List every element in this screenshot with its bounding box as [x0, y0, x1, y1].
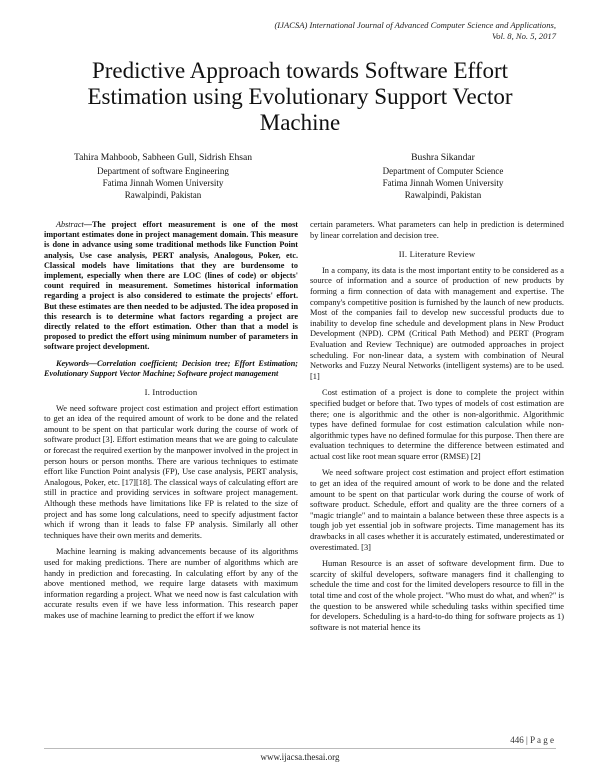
title-line-3: Machine — [259, 110, 341, 135]
author-university: Fatima Jinnah Women University — [382, 178, 504, 188]
footer-divider — [44, 748, 556, 749]
author-city: Rawalpindi, Pakistan — [124, 190, 202, 200]
author-university: Fatima Jinnah Women University — [102, 178, 224, 188]
author-names: Tahira Mahboob, Sabheen Gull, Sidrish Ehsan — [73, 152, 253, 163]
page-number: 446 | P a g e — [510, 735, 554, 745]
paper-title — [40, 58, 560, 136]
section-heading-introduction: I. Introduction — [144, 387, 198, 398]
author-names: Bushra Sikandar — [411, 152, 475, 163]
journal-name: (IJACSA) International Journal of Advanced Computer Science and Applications, — [274, 20, 556, 30]
journal-header — [196, 20, 556, 41]
abstract-lead: Abstract — [56, 220, 84, 229]
left-column — [44, 220, 298, 628]
title-line-1: Predictive Approach towards Software Effort — [91, 58, 508, 83]
right-column — [310, 220, 564, 639]
author-department: Department of Computer Science — [382, 166, 504, 176]
lit-paragraph-4: Human Resource is an asset of software development firm. Due to scarcity of skilful developers, software managers find it challenging to schedule the time and cost for the limited developers resource to fill in the total time and cost of the whole project. "Who must do what, and when?" is the question to be answered while scheduling tasks within specified time for developers. Scheduling is a hard-to-do thing for software projects as 1) software is not material hence its — [310, 559, 564, 632]
lit-paragraph-3: We need software project cost estimation and project effort estimation to get an idea of the required amount of work to be done and the related amount to be spent on that particular work during the course of work of software product. Schedule, effort and quality are the three corners of a "magic triangle" and to maintain a balance between these three aspects is a tough job yet essential job in software projects. Time management has its drawbacks in all cases whether it is accurately estimated, underestimated or overestimated. [3] — [310, 468, 564, 552]
abstract-text: —The project effort measurement is one of the most important estimates done in project management domain. This measure is done in advance using some traditional methods like Function Point analysis, Use case analysis, PERT analysis, Analogous, Poker, etc. Classical models have limitations that they are burdensome to implement, especially when there are LOC (lines of code) or objects' count required in measurement. Sometimes historical information regarding a project is also considered to estimate the projects' effort. But these estimates are then needed to be adjusted. The idea proposed in this research is to determine what factors regarding a project are directly related to the effort estimation. Other than that a model is proposed to predict the effort using minimum number of parameters in software project development. — [44, 220, 298, 352]
intro-paragraph-2: Machine learning is making advancements because of its algorithms used for making predictions. There are number of algorithms which are handy in prediction and forecasting. In calculating effort by any of the above mentioned method, we require large datasets with maximum information regarding a project. What we need now is fast calculation with accurate results even if we have less information. This research paper makes use of machine learning to predict the effort if we know — [44, 547, 298, 620]
abstract — [44, 220, 298, 353]
author-block-1 — [58, 152, 268, 201]
author-department: Department of software Engineering — [97, 166, 229, 176]
section-heading-literature-review: II. Literature Review — [398, 249, 476, 260]
author-city: Rawalpindi, Pakistan — [404, 190, 482, 200]
journal-volume: Vol. 8, No. 5, 2017 — [492, 30, 556, 41]
title-line-2: Estimation using Evolutionary Support Vector — [87, 84, 513, 109]
lit-paragraph-1: In a company, its data is the most important entity to be considered as a source of information and a source of production of new products by forming a firm connection of data with management and expertise. The company's competitive position is furnished by the launch of new products. Most of the companies fail to develop new successful products due to inability to develop fine schedule and development plans in New Product Development (NPD). CPM (Critical Path Method) and PERT (Program Evaluation and Review Technique) are outmoded approaches in project scheduling. For non-linear data, a system with combination of Neural Networks and Fuzzy Neural Networks (intelligent systems) are to be used. [1] — [310, 265, 564, 381]
keywords: Keywords—Correlation coefficient; Decision tree; Effort Estimation; Evolutionary Support Vector Machine; Software project management — [44, 358, 298, 378]
lit-paragraph-2: Cost estimation of a project is done to complete the project within specified budget or before that. Two types of models of cost estimation are there; one is algorithmic and the other is non-algorithmic. Algorithmic types have defined formulae for cost estimation calculation while non-algorithmic types have no defined formulae for this purpose. Then there are evaluation techniques to determine the difference between estimated and actual cost like root mean square error (RMSE) [2] — [310, 388, 564, 461]
intro-paragraph-1: We need software project cost estimation and project effort estimation to get an idea of the required amount of work to be done and the related amount to be spent on that particular work during the course of work of software product [3]. Effort estimation means that we are going to calculate or forecast the required exertion by the manpower involved in the project in person hours or person months. There are various techniques to estimate effort like Function Point analysis (FP), Use case analysis, PERT analysis, Analogous, Poker, etc. [17][18]. The classical ways of calculating effort are still in practice and providing services in software project management. Although these methods have limitations like FP is related to the size of project and has some long calculations, need to specify adjustment factor which if wrong than it leads to false FP analysis. Similarly all other techniques have their own merits and demerits. — [44, 403, 298, 540]
author-block-2 — [338, 152, 548, 201]
intro-paragraph-continued: certain parameters. What parameters can help in prediction is determined by linear correlation and decision tree. — [310, 220, 564, 240]
footer-url[interactable]: www.ijacsa.thesai.org — [260, 752, 340, 762]
